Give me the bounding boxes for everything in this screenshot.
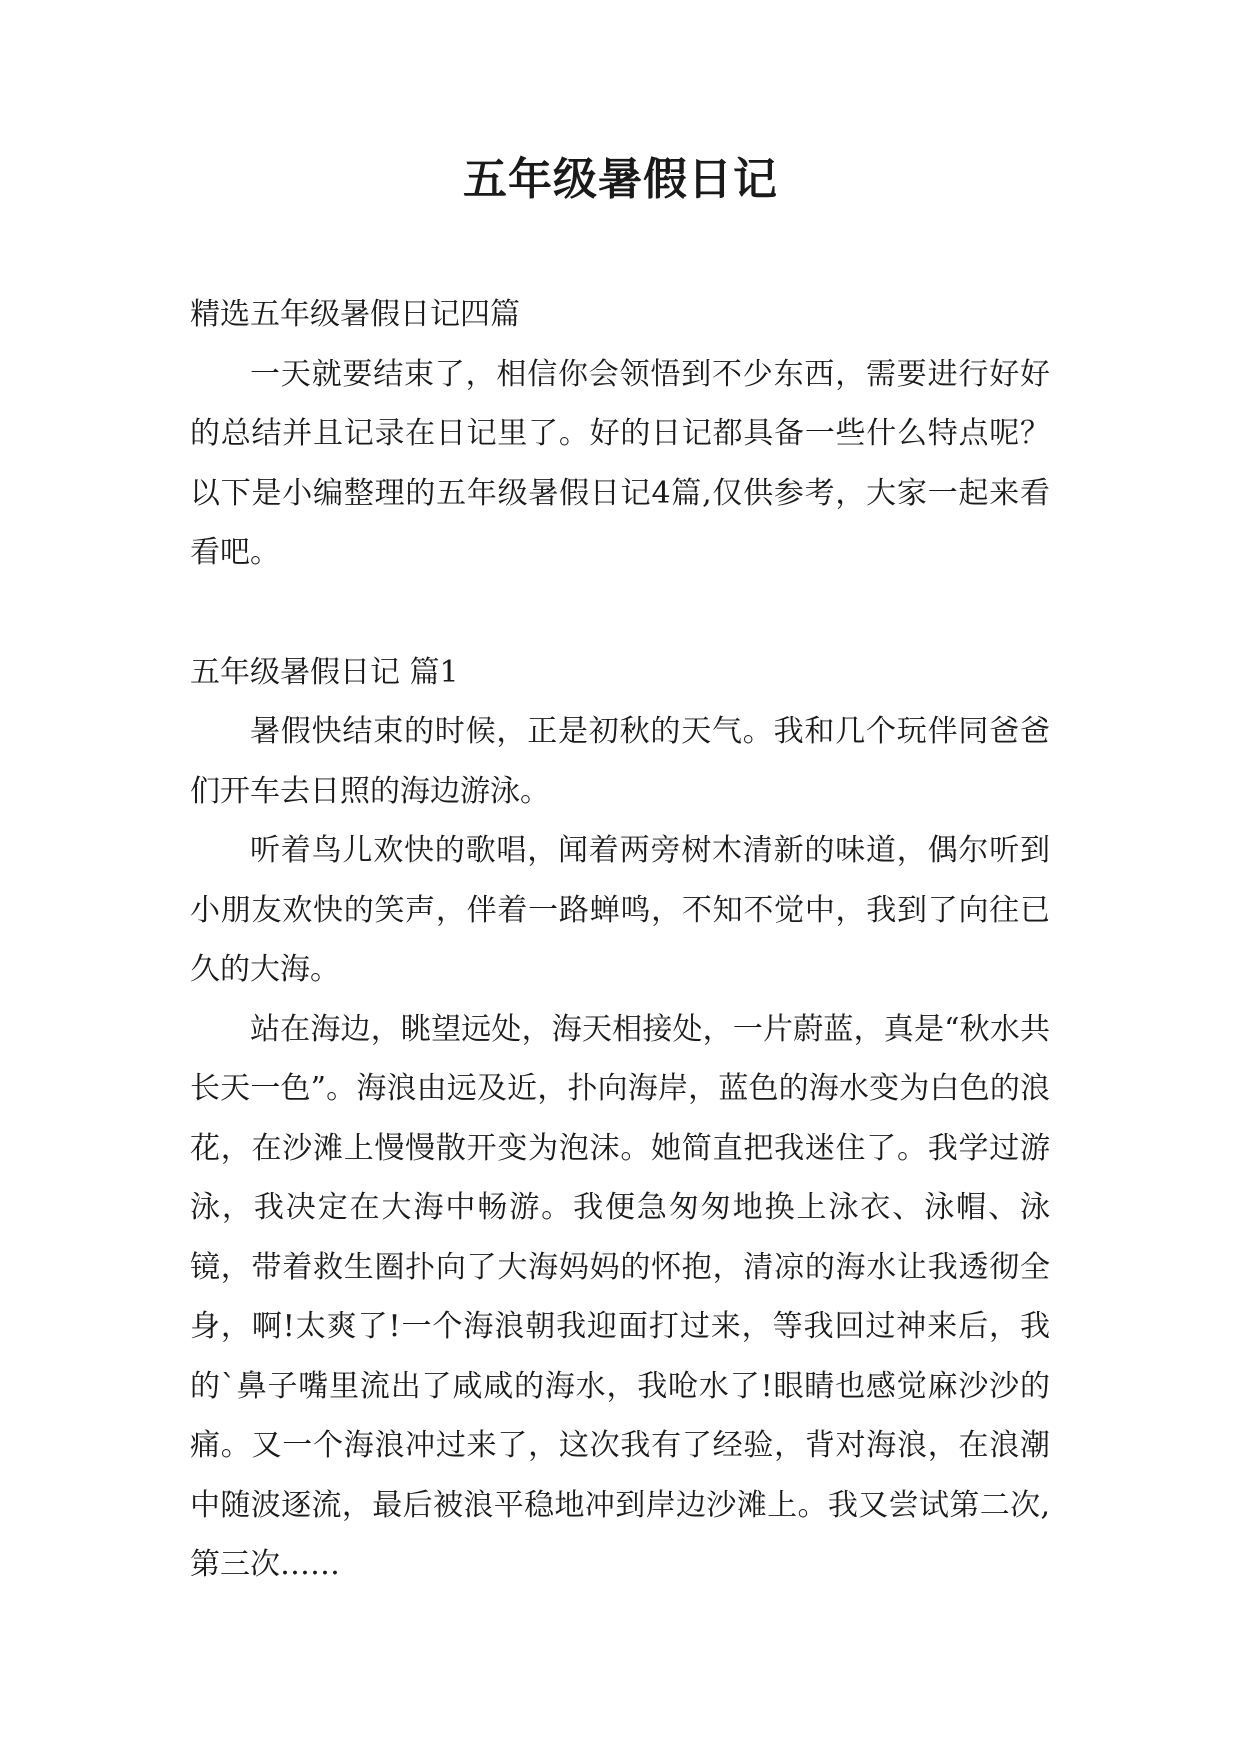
section-paragraph: 听着鸟儿欢快的歌唱，闻着两旁树木清新的味道，偶尔听到小朋友欢快的笑声，伴着一路蝉鸣，不知不觉中，我到了向往已久的大海。 [190,833,1050,987]
document-body [190,285,1050,1595]
section-spacer [190,583,1050,643]
document-title: 五年级暑假日记 [463,154,778,205]
section-heading: 五年级暑假日记 篇1 [190,654,459,690]
section-paragraph: 暑假快结束的时候，正是初秋的天气。我和几个玩伴同爸爸们开车去日照的海边游泳。 [190,714,1050,809]
section-paragraph: 站在海边，眺望远处，海天相接处，一片蔚蓝，真是“秋水共长天一色”。海浪由远及近，扑向海岸，蓝色的海水变为白色的浪花，在沙滩上慢慢散开变为泡沫。她简直把我迷住了。我学过游泳，我决定在大海中畅游。我便急匆匆地换上泳衣、泳帽、泳镜，带着救生圈扑向了大海妈妈的怀抱，清凉的海水让我透彻全身，啊!太爽了!一个海浪朝我迎面打过来，等我回过神来后，我的`鼻子嘴里流出了咸咸的海水，我呛水了!眼睛也感觉麻沙沙的痛。又一个海浪冲过来了，这次我有了经验，背对海浪，在浪潮中随波逐流，最后被浪平稳地冲到岸边沙滩上。我又尝试第二次,第三次…… [190,1011,1050,1582]
intro-paragraph: 一天就要结束了，相信你会领悟到不少东西，需要进行好好的总结并且记录在日记里了。好的日记都具备一些什么特点呢？以下是小编整理的五年级暑假日记4篇,仅供参考，大家一起来看看吧。 [190,356,1050,570]
document-subtitle: 精选五年级暑假日记四篇 [190,297,520,332]
